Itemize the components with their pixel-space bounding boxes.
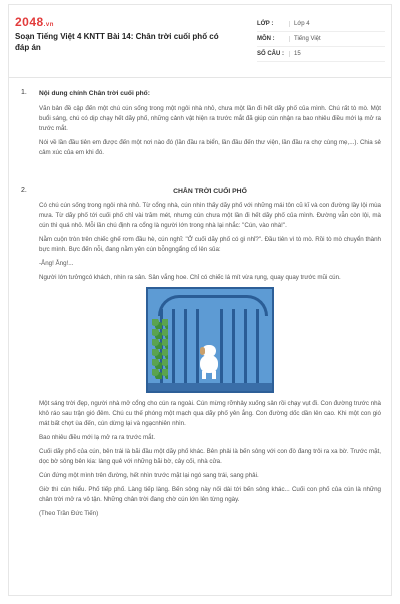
paragraph: Nằm cuộn tròn trên chiếc ghế rơm đầu hè, cún nghĩ: "Ở cuối dãy phố có gì nhỉ?". Đầu tiên vì tò mò. Rồi tò mò chuyển thành bực mình. Bực đến nỗi, đang nằm yên cún bỗngngẩng cổ lên sủa: [39, 236, 381, 253]
paragraph: Văn bản đề cập đến một chú cún sống trong một ngôi nhà nhỏ, chưa một lần đi hết dãy phố của mình. Chú rất tò mò. Một buổi sáng, chú có dịp chạy hết dãy phố, những cảnh vật hiện ra trước mắt đã giúp cún nhận ra bao nhiêu điều mới lạ mở ra trước mắt. [39, 105, 381, 132]
meta-row-question-count [257, 47, 385, 62]
gate-bar [256, 309, 259, 389]
paragraph: Giờ thì cún hiểu. Phố tiếp phố. Làng tiếp làng. Bến sông này nối dài tới bến sông khác... Cuối con phố của cún là những chân trời mở ra vô tận. Những chân trời đang chờ cún lớn lên từng ngày. [39, 486, 381, 503]
meta-row-grade [257, 17, 385, 32]
paragraph: -Ẳng! Ẳng!... [39, 260, 74, 267]
section-content [39, 187, 381, 523]
document-title: Soạn Tiếng Việt 4 KNTT Bài 14: Chân trời cuối phố có đáp án [15, 32, 219, 52]
logo-text: 2048 [15, 15, 44, 29]
section-title: Nội dung chính Chân trời cuối phố: [39, 90, 150, 97]
gate-bar [232, 309, 235, 389]
story-illustration [146, 287, 274, 393]
logo-suffix: .vn [43, 22, 54, 28]
paragraph: Cuối dãy phố của cún, bên trái là bãi đầu một dãy phố khác. Bên phải là bến sông với con đò đang trôi ra xa bờ. Trước mặt, dọc bờ sông bên kia: làng quê với những bãi bờ, cây cối, nhà cửa. [39, 448, 381, 465]
story-title: CHÂN TRỜI CUỐI PHỐ [173, 188, 247, 195]
section-number: 1. [21, 89, 27, 96]
paragraph: Bao nhiêu điều mới lạ mở ra ra trước mắt. [39, 434, 156, 441]
section-number: 2. [21, 187, 27, 194]
document-page [8, 4, 392, 596]
meta-label: SỐ CÂU : [257, 51, 284, 57]
gate-bar [184, 309, 187, 389]
meta-table [257, 17, 385, 62]
vine-leaves [152, 319, 168, 379]
puppy-leg [202, 371, 206, 379]
meta-label: MÔN : [257, 36, 275, 42]
section-content [39, 89, 381, 162]
puppy-leg [212, 371, 216, 379]
paragraph: Người lớn tưởngcó khách, nhìn ra sân. Sân vắng hoe. Chỉ có chiếc lá mít vừa rụng, quay quay trước mũi cún. [39, 274, 341, 281]
puppy-figure [196, 345, 222, 379]
header-divider [9, 77, 391, 78]
site-logo[interactable] [15, 15, 54, 29]
paragraph: Cún đứng một mình trên đường, hết nhìn trước mặt lại ngó sang trái, sang phải. [39, 472, 259, 479]
paragraph: Một sáng trời đẹp, người nhà mở cổng cho cún ra ngoài. Cún mừng rỡnhảy xuống sân rồi chạy vụt đi. Con đường trước nhà khô ráo sau trận gió đêm. Chú cu thế phóng một mạch qua dãy phố yên ắng. Con đường dốc dần lên cao. Khi một con gió mát bất chợt ùa đến, cún dừng lại và ngạcnhiên nhìn. [39, 400, 381, 427]
gate-bar [244, 309, 247, 389]
meta-row-subject [257, 32, 385, 47]
floor [148, 383, 272, 391]
gate-bar [172, 309, 175, 389]
paragraph: Có chú cún sống trong ngôi nhà nhỏ. Từ cổng nhà, cún nhìn thấy dãy phố với những mái tôn cũ kĩ và con đường lầy lội mùa mưa. Từ dãy phố tới cuối phố chỉ vài trăm mét, nhưng cún chưa một lần đi hết dãy phố của mình. Đường vẫn còn lội, mà cún thì quá nhỏ. Mỗi lần chú định ra cổng là người lớn trong nhà lại nhắc: "Cún, vào nhà!". [39, 202, 381, 229]
paragraph: Nói về lần đầu tiên em được đến một nơi nào đó (lần đầu ra biển, lần đầu đến thư viện, lần đầu ra chợ cùng mẹ,...). Chia sẻ cảm xúc của em khi đó. [39, 139, 381, 156]
meta-value: Lớp 4 [289, 21, 385, 27]
story-source: (Theo Trần Đức Tiến) [39, 510, 99, 517]
document-header [9, 5, 391, 65]
puppy-ear [200, 347, 205, 355]
meta-label: LỚP : [257, 21, 274, 27]
meta-value: 15 [289, 51, 385, 57]
meta-value: Tiếng Việt [289, 36, 385, 42]
